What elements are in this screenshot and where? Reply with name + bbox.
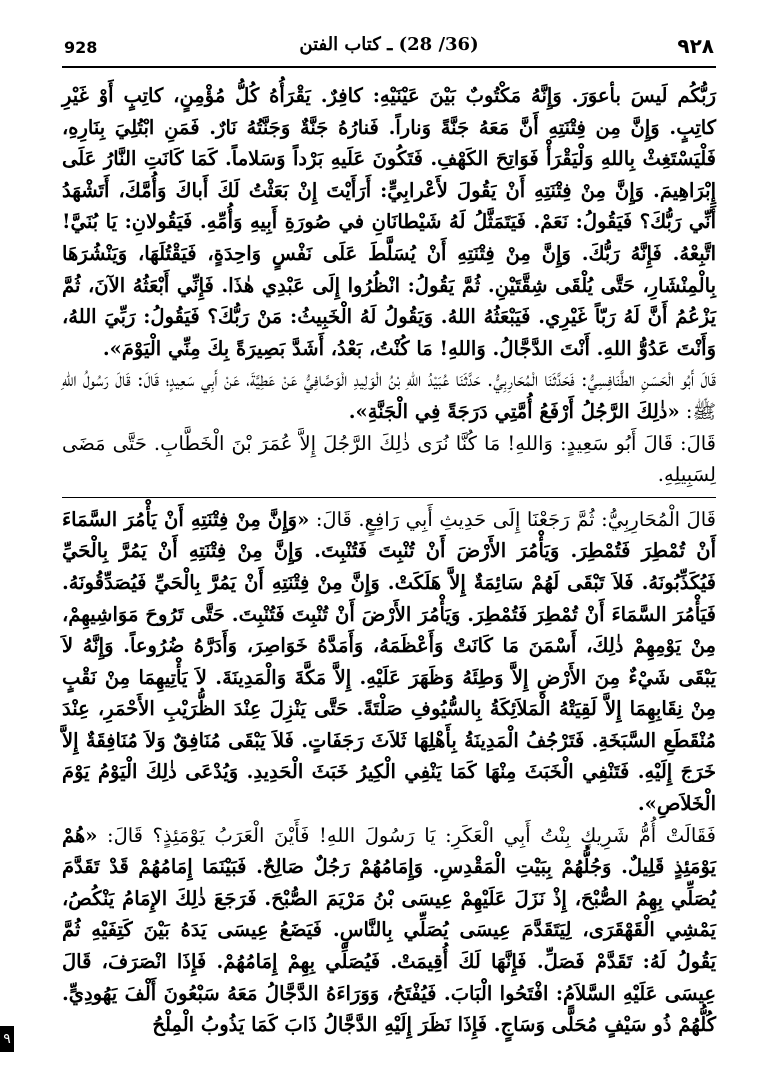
paragraph (62, 80, 716, 364)
paragraph (62, 504, 716, 820)
hadith-text: «ذٰلِكَ الرَّجُلُ أَرْفَعُ أُمَّتِي دَرَجَةً فِي الْجَنَّةِ». (348, 399, 680, 423)
hadith-text: رَبُّكُم لَيسَ بأعوَرَ. وَإِنَّهُ مَكْتُوبٌ بَيْنَ عَيْنَيْهِ: كافِرٌ. يَقْرَأُهُ كُلُّ مُؤْمِنٍ، كاتِبٍ أَوْ غَيْرِ كاتِبٍ. وَإِنَّ مِن فِتْنَتِهِ أَنَّ مَعَهُ جَنَّةً وَناراً. فَنارُهُ جَنَّةٌ وَجَنَّتُهُ نَارٌ. فَمَنِ ابْتُلِيَ بِنَارِهِ، فَلْيَسْتَغِثْ بِاللهِ وَلْيَقْرَأْ فَوَاتِحَ الكَهْفِ. فَتَكُونَ عَلَيهِ بَرْداً وَسَلاماً. كَمَا كَانَتِ النَّارُ عَلَى إِبْرَاهِيمَ. وَإِنَّ مِنْ فِتْنَتِهِ أَنْ يَقُولَ لأَعْرابِيٍّ: أَرَأَيْتَ إِنْ بَعَثْتُ لَكَ أَباكَ وَأُمَّكَ، أَتَشْهَدُ أَنِّي رَبُّكَ؟ فَيَقُولُ: نَعَمْ. فَيَتَمَثَّلُ لَهُ شَيْطانَانِ في صُورَةِ أَبِيهِ وَأُمِّهِ. فَيَقُولانِ: يَا بُنَيَّ! اتَّبِعْهُ. فَإِنَّهُ رَبُّكَ. وَإِنَّ مِنْ فِتْنَتِهِ أَنْ يُسَلَّطَ عَلَى نَفْسٍ وَاحِدَةٍ، فَيَقْتُلَهَا، وَيَنْشُرَهَا بِالْمِنْشَارِ، حَتَّى يُلْقَى شِقَّتَيْنِ. ثُمَّ يَقُولُ: انْظُرُوا إِلَى عَبْدِي هٰذَا. فَإِنِّي أَبْعَثُهُ الآنَ، ثُمَّ يَزْعُمُ أَنَّ لَهُ رَبّاً غَيْرِي. فَيَبْعَثُهُ اللهُ. وَيَقُولُ لَهُ الْخَبِيثُ: مَنْ رَبُّكَ؟ فَيَقُولُ: رَبِّيَ اللهُ، وَأَنْتَ عَدُوُّ اللهِ. أَنْتَ الدَّجَّالُ. وَاللهِ! مَا كُنْتُ، بَعْدُ، أَشَدَّ بَصِيرَةً بِكَ مِنِّي الْيَوْمَ». (62, 84, 716, 360)
page-number-latin: 928 (64, 38, 98, 57)
paragraph (62, 428, 716, 498)
paragraph (62, 364, 716, 427)
narration-text: قَالَ أَبُو الْحَسَنِ الطَّنَافِسِيُّ: فَحَدَّثَنَا الْمُحَارِبِيُّ. حَدَّثَنَا عُبَيْدُ اللهِ بْنُ الْوَلِيدِ الْوَصَّافِيُّ عَنْ عَطِيَّةَ، عَنْ أَبِي سَعِيدٍ؛ قَالَ: قَالَ رَسُولُ اللهِ ﷺ: (62, 368, 716, 423)
page-number-arabic: ٩٢٨ (677, 34, 714, 58)
running-title: (36/ 28) ـ كتاب الفتن (299, 34, 479, 55)
narration-text: قَالَ: قَالَ أَبُو سَعِيدٍ: وَاللهِ! مَا كُنَّا نُرَى ذٰلِكَ الرَّجُلَ إِلاَّ عُمَرَ بْنَ الْخَطَّابِ. حَتَّى مَضَى لِسَبِيلِهِ. (62, 431, 716, 487)
hadith-text: «وَإِنَّ مِنْ فِتْنَتِهِ أَنْ يَأْمُرَ السَّمَاءَ أَنْ تُمْطِرَ فَتُمْطِرَ. وَيَأْمُرَ الأَرْضَ أَنْ تُنْبِتَ فَتُنْبِتَ. وَإِنَّ مِنْ فِتْنَتِهِ أَنْ يَمُرَّ بِالْحَيِّ فَيُكَذِّبُونَهُ. فَلاَ تَبْقَى لَهُمْ سَائِمَةٌ إِلاَّ هَلَكَتْ. وَإِنَّ مِنْ فِتْنَتِهِ أَنْ يَمُرَّ بِالْحَيِّ فَيُصَدِّقُونَهُ. فَيَأْمُرَ السَّمَاءَ أَنْ تُمْطِرَ فَتُمْطِرَ. وَيَأْمُرَ الأَرْضَ أَنْ تُنْبِتَ فَتُنْبِتَ. حَتَّى تَرُوحَ مَوَاشِيهِمْ، مِنْ يَوْمِهِمْ ذٰلِكَ، أَسْمَنَ مَا كَانَتْ وَأَعْظَمَهُ، وَأَمَدَّهُ خَوَاصِرَ، وَأَدَرَّهُ ضُرُوعاً. وَإِنَّهُ لاَ يَبْقَى شَيْءٌ مِنَ الأَرْضِ إِلاَّ وَطِئَهُ وَظَهَرَ عَلَيْهِ. إِلاَّ مَكَّةَ وَالْمَدِينَةَ. لاَ يَأْتِيهِمَا مِنْ نَقْبٍ مِنْ نِقَابِهِمَا إِلاَّ لَقِيَتْهُ الْمَلاَئِكَةُ بِالسُّيُوفِ صَلْتَةً. حَتَّى يَنْزِلَ عِنْدَ الظُّرَيْبِ الأَحْمَرِ، عِنْدَ مُنْقَطَعِ السَّبَخَةِ. فَتَرْجُفُ الْمَدِينَةُ بِأَهْلِهَا ثَلاَثَ رَجَفَاتٍ. فَلاَ يَبْقَى مُنَافِقٌ وَلاَ مُنَافِقَةٌ إِلاَّ خَرَجَ إِلَيْهِ. فَتَنْفِي الْخَبَثَ مِنْهَا كَمَا يَنْفِي الْكِيرُ خَبَثَ الْحَدِيدِ. وَيُدْعَى ذٰلِكَ الْيَوْمُ يَوْمَ الْخَلاَصِ». (62, 507, 716, 816)
page-body (62, 80, 716, 1041)
page-edge-number: ٩ (0, 1026, 14, 1052)
hadith-text: «هُمْ يَوْمَئِذٍ قَلِيلٌ. وَجُلُّهُمْ بِبَيْتِ الْمَقْدِسِ. وَإِمَامُهُمْ رَجُلٌ صَالِحٌ. فَبَيْنَمَا إِمَامُهُمْ قَدْ تَقَدَّمَ يُصَلِّي بِهِمُ الصُّبْحَ، إِذْ نَزَلَ عَلَيْهِمْ عِيسَى بْنُ مَرْيَمَ الصُّبْحَ. فَرَجَعَ ذٰلِكَ الإِمَامُ يَنْكُصُ، يَمْشِي الْقَهْقَرَى، لِيَتَقَدَّمَ عِيسَى يُصَلِّي بِالنَّاسِ. فَيَضَعُ عِيسَى يَدَهُ بَيْنَ كَتِفَيْهِ ثُمَّ يَقُولُ لَهُ: تَقَدَّمْ فَصَلِّ. فَإِنَّهَا لَكَ أُقِيمَتْ. فَيُصَلِّي بِهِمْ إِمَامُهُمْ. فَإِذَا انْصَرَفَ، قَالَ عِيسَى عَلَيْهِ السَّلاَمُ: افْتَحُوا الْبَابَ. فَيُفْتَحُ، وَوَرَاءَهُ الدَّجَّالُ مَعَهُ سَبْعُونَ أَلْفَ يَهُودِيٍّ. كُلُّهُمْ ذُو سَيْفٍ مُحَلًّى وَسَاجٍ. فَإِذَا نَظَرَ إِلَيْهِ الدَّجَّالُ ذَابَ كَمَا يَذُوبُ الْمِلْحُ (62, 823, 716, 1037)
narration-text: قَالَ الْمُحَارِبِيُّ: ثُمَّ رَجَعْنَا إِلَى حَدِيثِ أَبِي رَافِعٍ. قَالَ: (309, 507, 716, 531)
page-header (62, 30, 716, 68)
book-page (62, 30, 716, 1075)
narration-text: فَقَالَتْ أُمُّ شَرِيكٍ بِنْتُ أَبِي الْعَكَرِ: يَا رَسُولَ اللهِ! فَأَيْنَ الْعَرَبُ يَوْمَئِذٍ؟ قَالَ: (97, 823, 716, 847)
paragraph (62, 820, 716, 1041)
